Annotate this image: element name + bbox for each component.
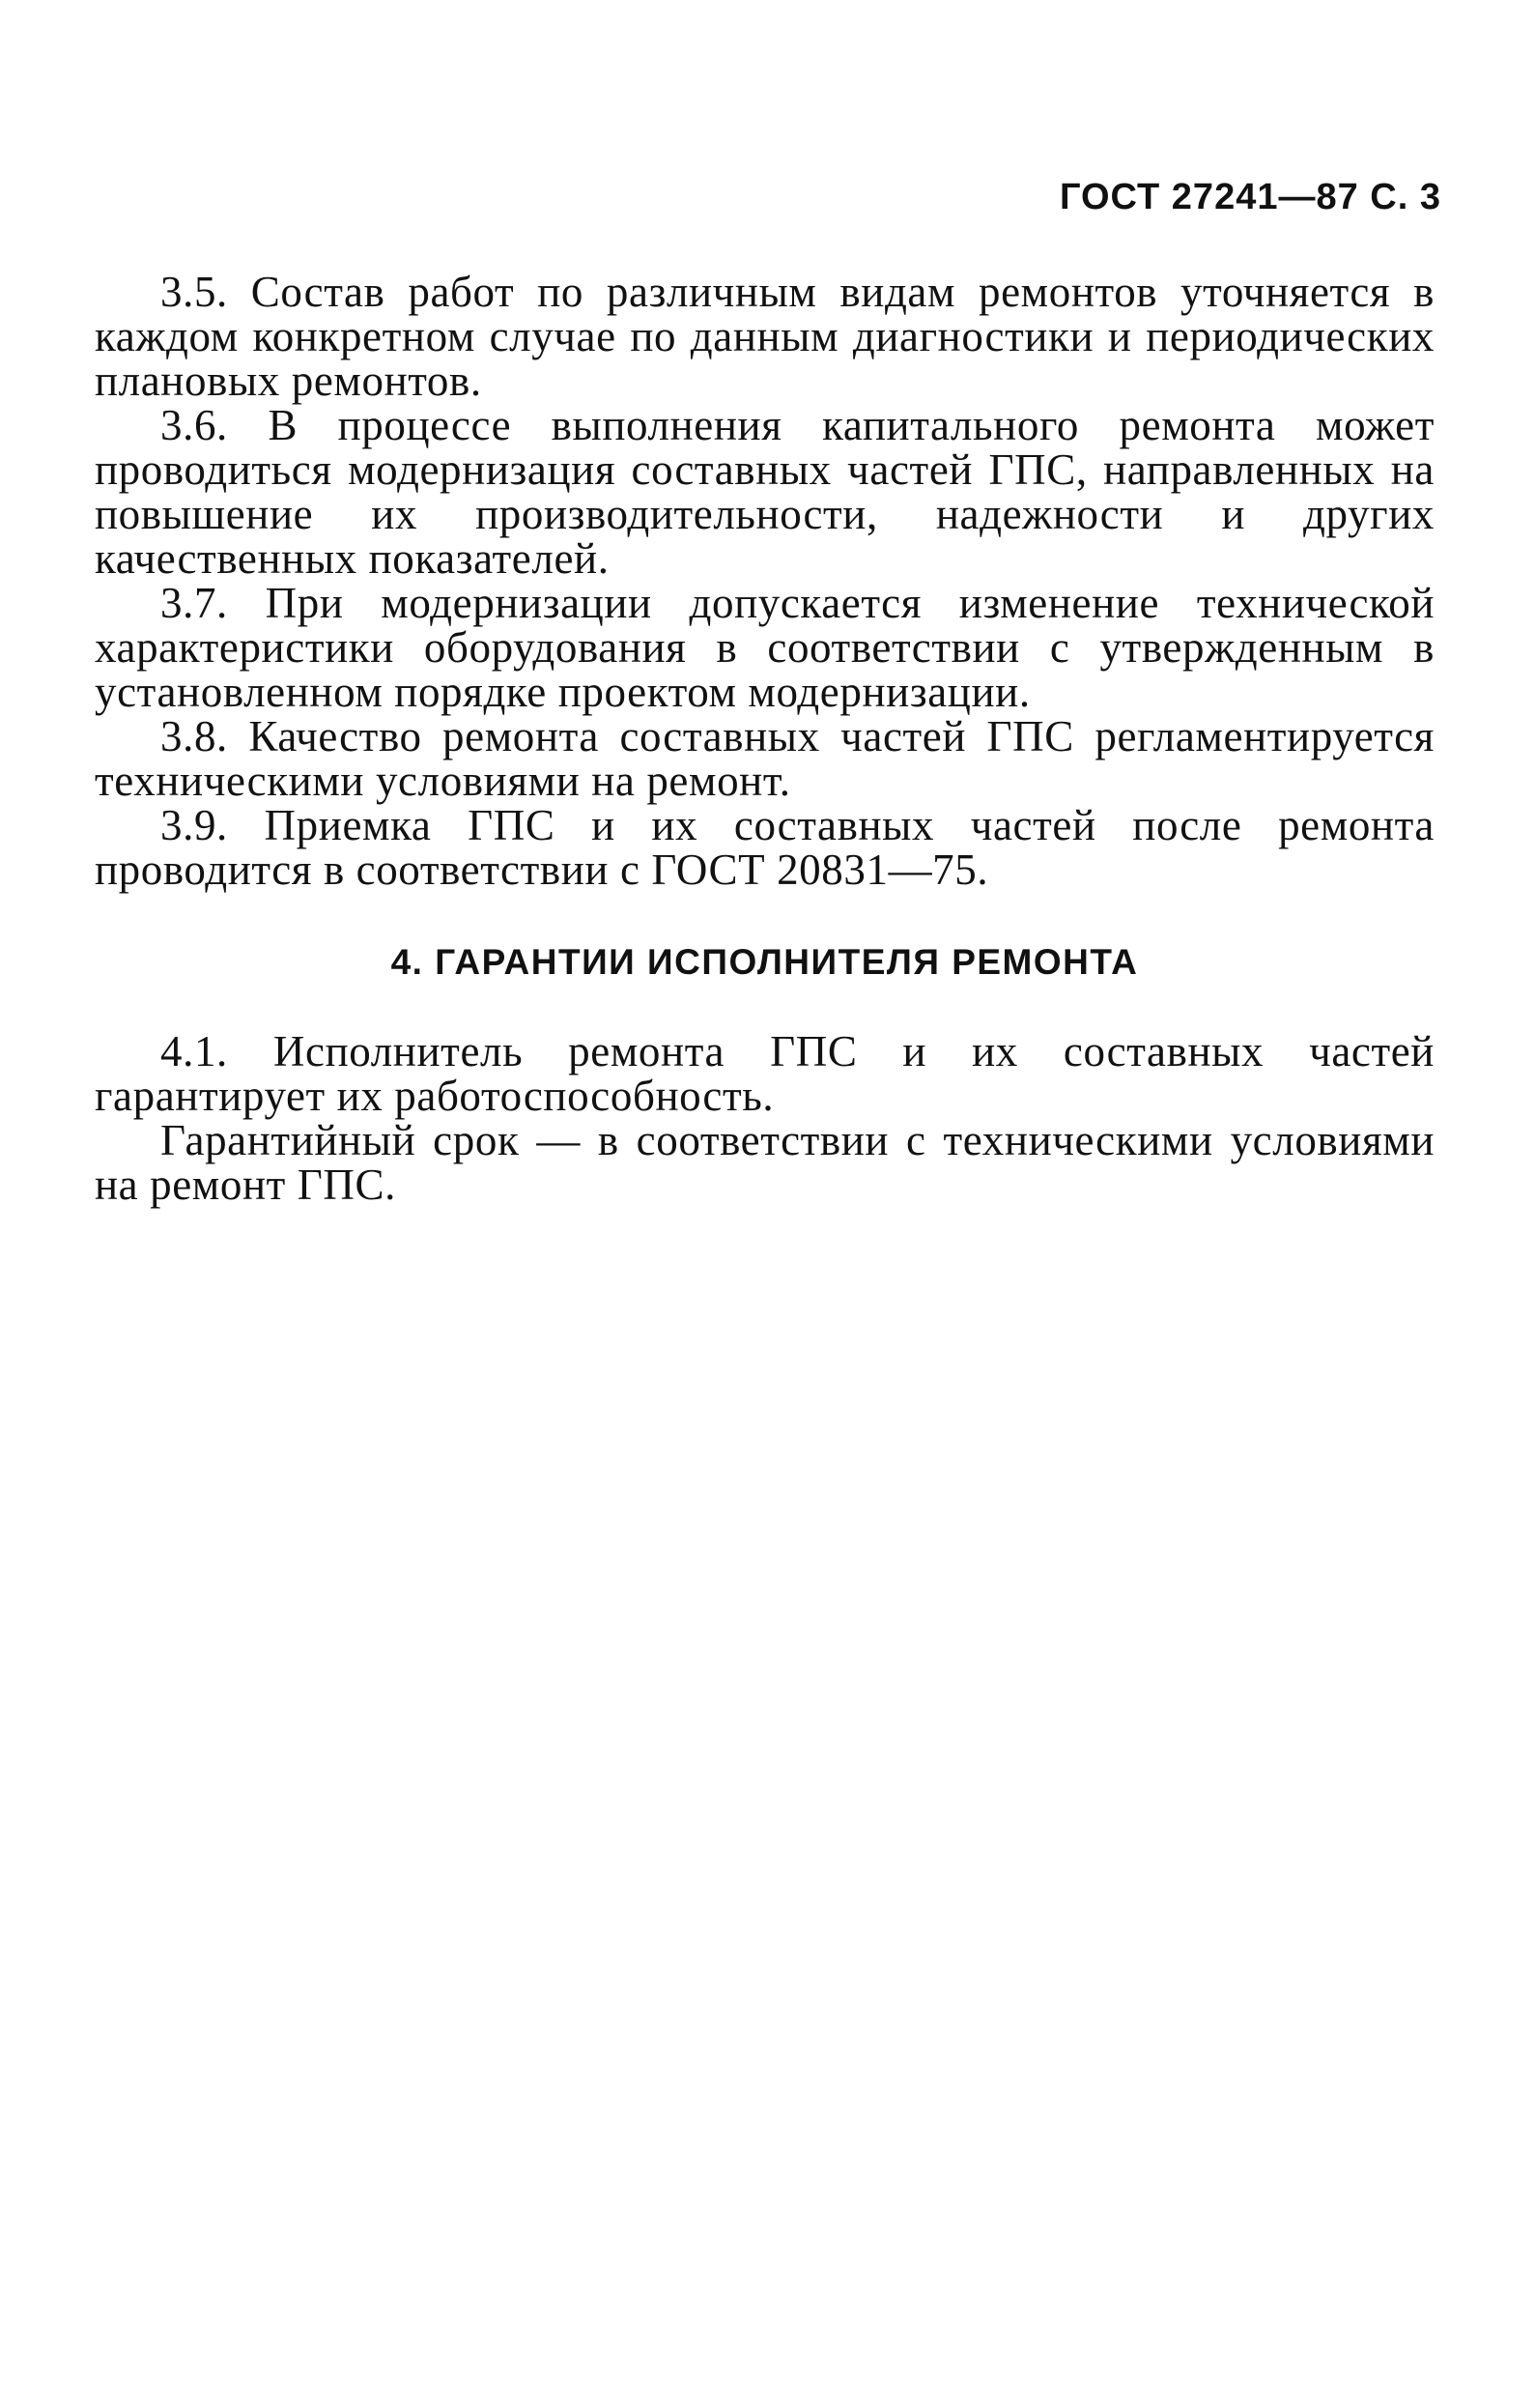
paragraph-3-6: 3.6. В процессе выполнения капитального ремонта может проводиться модернизация составных частей ГПС, направленных на повышение их производительности, надежности и других качественных показателей. <box>95 401 1435 583</box>
paragraph-3-9: 3.9. Приемка ГПС и их составных частей после ремонта проводится в соответствии с ГОСТ 20831—75. <box>95 801 1435 894</box>
body-text <box>95 270 1435 1207</box>
paragraph-3-5: 3.5. Состав работ по различным видам ремонтов уточняется в каждом конкретном случае по данным диагностики и периодических плановых ремонтов. <box>95 268 1435 405</box>
paragraph-4-1: 4.1. Исполнитель ремонта ГПС и их составных частей гарантирует их работоспособность. <box>95 1027 1435 1120</box>
section-4-heading: 4. ГАРАНТИИ ИСПОЛНИТЕЛЯ РЕМОНТА <box>390 942 1139 982</box>
paragraph-4-1-warranty: Гарантийный срок — в соответствии с техническими условиями на ремонт ГПС. <box>95 1116 1435 1209</box>
running-header: ГОСТ 27241—87 С. 3 <box>1059 177 1441 217</box>
paragraph-3-7: 3.7. При модернизации допускается изменение технической характеристики оборудования в соответствии с утвержденным в установленном порядке проектом модернизации. <box>95 579 1435 716</box>
paragraph-3-8: 3.8. Качество ремонта составных частей ГПС регламентируется техническими условиями на ремонт. <box>95 712 1435 805</box>
